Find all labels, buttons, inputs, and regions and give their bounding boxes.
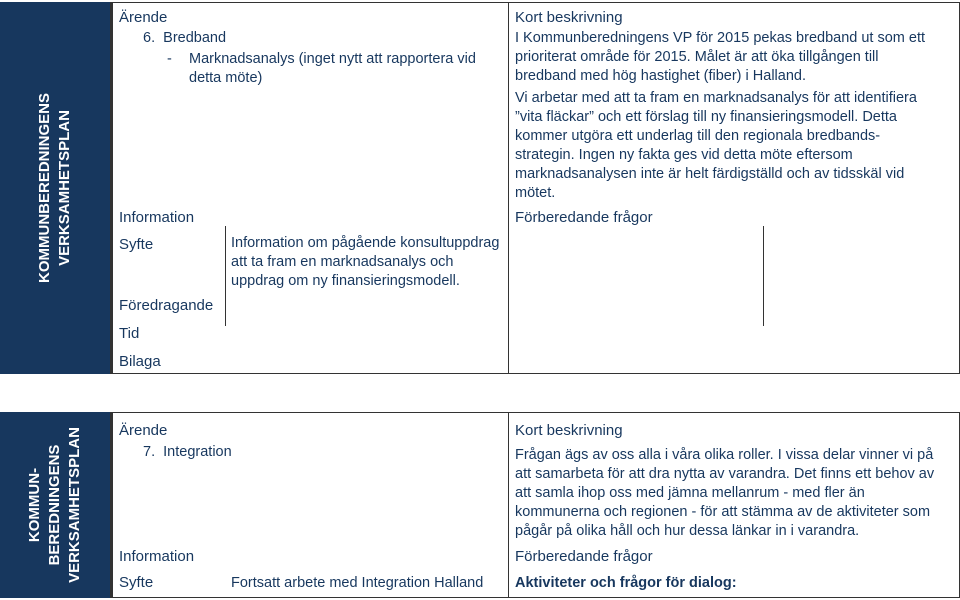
item-title: Integration [163,444,232,460]
kort-beskrivning-text: Frågan ägs av oss alla i våra olika roller. I vissa delar vinner vi på att samarbeta för att dra nytta av varandra. Det finns ett behov av att samla ihop oss med jämna mellanrum - med fler än kommunerna och regionen - för att stämma av de aktiviteter som pågår på olika håll och hur dessa länkar in i varandra. [515,447,935,539]
agenda-item-title [143,29,226,48]
arende-label: Ärende [119,9,168,26]
column-divider [508,3,509,373]
syfte-label: Syfte [119,236,154,253]
agenda-section-bredband [0,2,960,374]
sidebar-line: KOMMUN- [26,467,44,543]
agenda-section-integration [0,412,960,598]
kort-beskrivning-label: Kort beskrivning [515,422,623,439]
tid-label: Tid [119,325,140,342]
sidebar-label [25,427,85,583]
kort-beskrivning-text-2: Vi arbetar med att ta fram en marknadsanalys för att identifiera ”vita fläckar” och ett förslag till ny finansieringsmodell. Detta kommer utgöra ett underlag till den regionala bredbands-strategin. Ingen ny fakta ges vid detta möte eftersom marknadsanalysen inte är helt färdigställd och av tidsskäl vid mötet. [515,90,917,201]
section-sidebar [0,2,112,374]
item-title: Bredband [163,30,227,46]
kort-beskrivning-label: Kort beskrivning [515,9,623,26]
arende-label: Ärende [119,422,168,439]
bilaga-label: Bilaga [119,353,161,370]
syfte-label: Syfte [119,574,154,591]
syfte-divider [225,226,226,326]
sidebar-label [35,93,75,283]
item-number: 7. [143,444,156,460]
section-body [112,2,960,374]
section-sidebar [0,412,112,598]
sidebar-line: VERKSAMHETSPLAN [66,427,84,583]
foredragande-label: Föredragande [119,297,214,314]
kort-beskrivning-text-1: I Kommunberedningens VP för 2015 pekas bredband ut som ett prioriterat område för 2015. Målet är att öka tillgången till bredband med hög hastighet (fiber) i Halland. [515,30,926,84]
syfte-text: Information om pågående konsultuppdrag att ta fram en marknadsanalys och uppdrag om ny finansieringsmodell. [231,235,500,289]
forberedande-fragor-label: Förberedande frågor [515,548,653,565]
information-label: Information [119,209,195,226]
section-body [112,412,960,598]
forberedande-fragor-label: Förberedande frågor [515,209,653,226]
sub-item-text: Marknadsanalys (inget nytt att rapportera vid detta möte) [189,51,476,86]
syfte-text: Fortsatt arbete med Integration Halland [231,575,484,591]
sidebar-line: KOMMUNBEREDNINGENS [36,92,54,284]
column-divider [508,413,509,597]
sidebar-line: BEREDNINGENS [46,444,64,566]
right-inner-divider [763,226,764,326]
sub-dash: - [167,51,172,67]
aktiviteter-label: Aktiviteter och frågor för dialog: [515,575,737,591]
agenda-item-title [143,443,232,462]
information-label: Information [119,548,195,565]
sidebar-line: VERKSAMHETSPLAN [56,110,74,266]
item-number: 6. [143,30,156,46]
